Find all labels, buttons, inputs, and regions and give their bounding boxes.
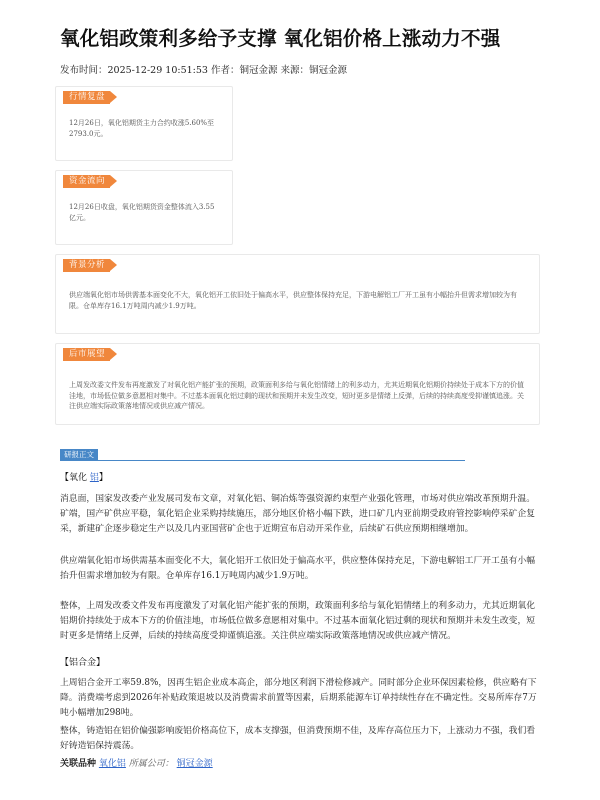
article-meta: 发布时间：2025-12-29 10:51:53 作者：铜冠金源 来源：铜冠金源 xyxy=(60,65,347,76)
market-review-tag: 行情复盘 xyxy=(63,91,110,104)
alumina-section-heading xyxy=(60,471,108,485)
outlook-tag: 后市展望 xyxy=(63,348,110,361)
alumina-heading-close: 】 xyxy=(98,473,108,483)
research-report-tag: 研报正文 xyxy=(60,449,98,461)
background-analysis-box xyxy=(55,254,540,334)
article-title: 氧化铝政策利多给予支撑 氧化铝价格上涨动力不强 xyxy=(60,27,501,50)
outlook-box xyxy=(55,343,540,425)
fund-flow-tag: 资金流向 xyxy=(63,175,110,188)
related-label: 关联品种 xyxy=(60,759,97,769)
research-divider xyxy=(60,460,465,461)
aluminum-link[interactable]: 铝 xyxy=(89,473,99,483)
alloy-paragraph-1: 上周铝合金开工率59.8%，因再生铝企业成本高企，部分地区利润下滑检修减产。同时部分企业环保因素检修，供应略有下降。消费端考虑到2026年补贴政策退坡以及消费需求前置等因素，后期系能源车订单持续性存在不确定性。交易所库存7万吨小幅增加298吨。 xyxy=(60,678,537,718)
company-link[interactable]: 铜冠金源 xyxy=(176,759,213,769)
alumina-paragraph-3: 整体，上周发改委文件发布再度激发了对氧化铝产能扩张的预期，政策面利多给与氧化铝情绪上的利多动力，尤其近期氧化铝期价持续处于成本下方的价值洼地，市场低位做多意愿相对集中。不过基本面氧化铝过剩的现状和预期并未发生改变，短时更多是情绪上反弹，后续的持续高度受抑谨慎追涨。关注供应端实际政策落地情况或供应减产情况。 xyxy=(60,601,536,641)
market-review-box xyxy=(55,86,233,161)
company-label: 所属公司： xyxy=(128,759,174,769)
background-analysis-tag: 背景分析 xyxy=(63,259,110,272)
fund-flow-box xyxy=(55,170,233,245)
outlook-text: 上周发改委文件发布再度激发了对氧化铝产能扩张的预期，政策面利多给与氧化铝情绪上的利多动力，尤其近期氧化铝期价持续处于成本下方的价值洼地，市场低位做多意愿相对集中。不过基本面氧化铝过剩的现状和预期并未发生改变，短时更多是情绪上反弹，后续的持续高度受抑谨慎追涨。关注供应端实际政策落地情况或供应减产情况。 xyxy=(69,381,524,410)
market-review-text: 12月26日，氧化铝期货主力合约收涨5.60%至2793.0元。 xyxy=(69,119,215,138)
alumina-paragraph-2: 供应端氧化铝市场供需基本面变化不大，氧化铝开工依旧处于偏高水平，供应整体保持充足，下游电解铝工厂开工虽有小幅抬升但需求增加较为有限。仓单库存16.1万吨周内减少1.9万吨。 xyxy=(60,556,536,581)
related-products xyxy=(60,757,213,771)
alumina-heading-open: 【氧化 xyxy=(60,473,90,483)
background-analysis-text: 供应端氧化铝市场供需基本面变化不大，氧化铝开工依旧处于偏高水平，供应整体保持充足，下游电解铝工厂开工虽有小幅抬升但需求增加较为有限。仓单库存16.1万吨周内减少1.9万吨。 xyxy=(69,291,517,310)
related-product-link[interactable]: 氧化铝 xyxy=(98,759,126,769)
alloy-section-heading: 【铝合金】 xyxy=(60,658,106,668)
alumina-paragraph-1: 消息面，国家发改委产业发展司发布文章，对氧化铝、铜冶炼等强资源约束型产业强化管理，市场对供应端改革预期升温。矿端，国产矿供应平稳，氧化铝企业采购持续施压，部分地区价格小幅下跌，进口矿几内亚前期受政府管控影响停采矿企复采，新建矿企逐步稳定生产以及几内亚国营矿企也于近期宣布启动开采作业，后续矿石供应预期相继增加。 xyxy=(60,494,536,534)
alloy-paragraph-2: 整体，铸造铝在铝价偏强影响废铝价格高位下，成本支撑强，但消费预期不佳，及库存高位压力下，上涨动力不强，我们看好铸造铝保持震荡。 xyxy=(60,726,536,751)
fund-flow-text: 12月26日收盘，氧化铝期货资金整体流入3.55亿元。 xyxy=(69,203,215,222)
